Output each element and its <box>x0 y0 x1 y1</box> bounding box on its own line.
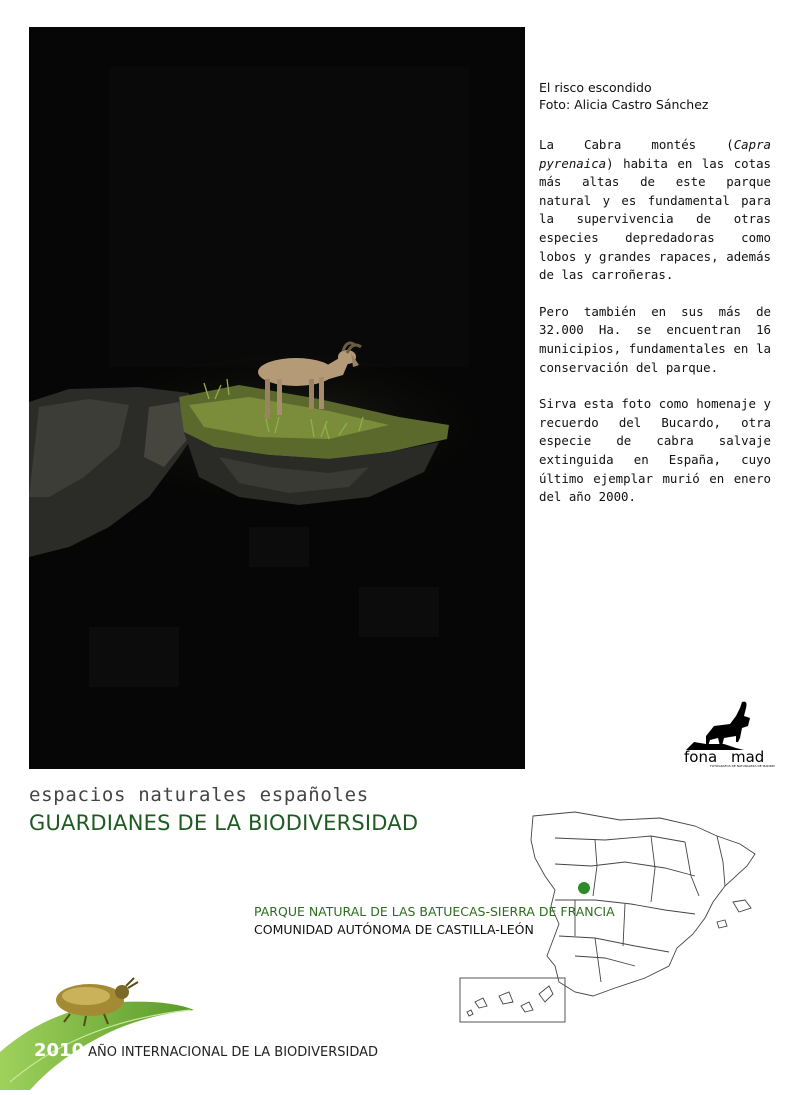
paragraph-1-start: La Cabra montés ( <box>539 137 734 152</box>
region-name: COMUNIDAD AUTÓNOMA DE CASTILLA-LEÓN <box>254 922 534 937</box>
photo-credit: Foto: Alicia Castro Sánchez <box>539 97 709 112</box>
footer-year: 2010 <box>34 1040 85 1061</box>
article-body <box>539 136 771 525</box>
leaf-beetle-illustration <box>0 972 200 1090</box>
photo-title: El risco escondido <box>539 80 652 95</box>
park-name: PARQUE NATURAL DE LAS BATUECAS-SIERRA DE FRANCIA <box>254 904 615 919</box>
paragraph-1-end: ) habita en las cotas más altas de este parque natural y es fundamental para la supervivencia de otras especies depredadoras como lobos y grandes rapaces, además de las carroñeras. <box>539 155 771 283</box>
fonamad-logo <box>684 698 776 768</box>
series-headline: GUARDIANES DE LA BIODIVERSIDAD <box>29 811 419 835</box>
series-label: espacios naturales españoles <box>29 784 369 806</box>
species-name: Capra pyrenaica <box>539 137 771 171</box>
logo-text-mad: mad <box>731 748 765 766</box>
paragraph-1 <box>539 136 771 285</box>
footer <box>34 1040 378 1061</box>
park-location-marker <box>578 882 590 894</box>
ibex-silhouette-icon <box>684 698 776 768</box>
ibex-photo <box>29 27 525 769</box>
logo-tagline: FOTÓGRAFOS DE NATURALEZA DE MADRID <box>710 764 775 768</box>
photo-caption <box>539 79 771 113</box>
paragraph-2: Pero también en sus más de 32.000 Ha. se encuentran 16 municipios, fundamentales en la conservación del parque. <box>539 303 771 375</box>
footer-label: AÑO INTERNACIONAL DE LA BIODIVERSIDAD <box>88 1045 379 1060</box>
logo-text-fona: fona <box>684 748 718 766</box>
paragraph-3: Sirva esta foto como homenaje y recuerdo del Bucardo, otra especie de cabra salvaje extinguida en España, cuyo último ejemplar murió en enero del año 2000. <box>539 396 771 505</box>
